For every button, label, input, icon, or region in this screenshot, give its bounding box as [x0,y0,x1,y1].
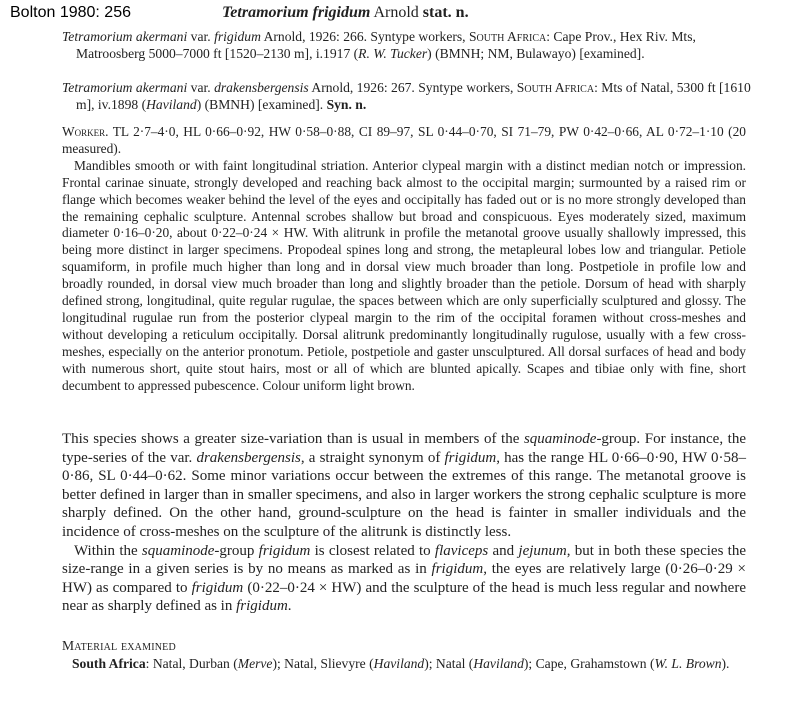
italic-run: jejunum [518,542,567,559]
synonym-repository: ) (BMNH; NM, Bulawayo) [examined]. [427,46,645,61]
worker-description [62,124,746,395]
text-run: , has the range HL 0·66–0·90, HW 0·58–0·86, SL 0·44–0·62. Some minor variations occur between the extremes of this range. The metanotal groove is better defined in larger than in smaller specimens, and also in larger workers the strong cephalic sculpture is more sharply defined. On the other hand, ground-sculpture on the head is fainter in smaller individuals and the incidence of cross-meshes on the sculpture of the alitrunk is distinctly less. [62,449,746,540]
synonym-collector: Haviland [146,97,197,112]
text-run: ); Natal ( [424,656,474,671]
material-heading: Material examined [62,638,176,653]
italic-run: frigidum [191,579,244,596]
text-run: This species shows a greater size-variation than is usual in members of the [62,431,524,447]
synonym-name: Tetramorium akermani [62,80,188,95]
synonym-country: South Africa [468,29,547,44]
text-run: , a straight synonym of [300,449,445,466]
worker-morphology: Mandibles smooth or with faint longitudinal striation. Anterior clypeal margin with a distinct median notch or impression. Frontal carinae sinuate, strongly developed and reaching back almost to the occipital margin; surmounted by a raised rim or flange which becomes weaker behind the level of the eyes and occipitally has faded out or is no more strongly developed than the remaining cephalic sculpture. Antennal scrobes shallow but broad and conspicuous. Eyes moderately sized, maximum diameter 0·16–0·20, about 0·22–0·24 × HW. With alitrunk in profile the metanotal groove usually shallowly impressed, this being more distinct in larger specimens. Propodeal spines long and strong, the metapleural lobes low and triangular. Petiole squamiform, in profile much higher than long and in dorsal view much broader than long. Postpetiole in profile low and broadly rounded, in dorsal view much broader than long and slightly broader than the petiole. Dorsum of head with sharply defined strong, longitudinal, quite regular rugulae, the spaces between which are only superficially sculptured and glossy. The longitudinal rugulae run from the posterior clypeal margin to the rim of the occipital foramen without cross-meshes and without developing a reticulum occipitally. Dorsal alitrunk predominantly longitudinally rugulose, usually with a few cross-meshes, especially on the anterior pronotum. Petiole, postpetiole and gaster unsculptured. All dorsal surfaces of head and body with numerous short, quite stout hairs, most or all of which are blunted apically. Scapes and tibiae only with fine, short decumbent to appressed pubescence. Colour uniform light brown. [62,157,746,393]
text-run: . [287,598,292,615]
text-run: ); Natal, Slievyre ( [272,656,374,671]
text-run: , but in both these species the size-range in a given series is by no means as marked as in [62,542,746,578]
synonym-entry [62,79,762,113]
synonym-collector: R. W. Tucker [358,46,428,61]
text-run: -group [214,542,259,559]
taxon-name: Tetramorium frigidum [222,4,371,21]
italic-run: flaviceps [434,542,489,559]
collector-name: Haviland [373,656,425,671]
discussion-paragraph [62,542,746,616]
italic-run: drakensbergensis [196,449,301,466]
text-run: ); Cape, Grahamstown ( [523,656,655,671]
page-reference: Bolton 1980: 256 [10,4,131,21]
synonym-citation: Arnold, 1926: 267. Syntype workers, [311,80,514,95]
material-examined [62,637,746,673]
discussion [62,430,746,616]
text-run: -group. For instance, the type-series of the var. [62,431,746,466]
synonym-name: Tetramorium akermani [62,29,188,44]
taxon-status: stat. n. [422,4,469,21]
synonym-locality: : Mts of Natal, 5300 ft [1610 m], iv.1898 ( [76,80,751,112]
collector-name: W. L. Brown [654,656,722,671]
text-run: : Natal, Durban ( [145,656,238,671]
synonym-rank: var. [190,80,211,95]
discussion-paragraph [62,430,746,542]
synonym-entry [62,28,762,62]
taxon-author: Arnold [373,4,419,21]
measurements-text: . TL 2·7–4·0, HL 0·66–0·92, HW 0·58–0·88, CI 89–97, SL 0·44–0·70, SI 71–79, PW 0·42–0·66, AL 0·72–1·10 (20 measured). [62,124,746,156]
worker-measurements [62,124,746,158]
italic-run: squaminode [523,431,597,447]
text-run: is closest related to [310,542,435,559]
italic-run: frigidum [258,542,311,559]
material-list [62,655,746,673]
synonym-locality: : Cape Prov., Hex Riv. Mts, Matroosberg 5000–7000 ft [1520–2130 m], i.1917 ( [76,29,696,61]
text-run: , the eyes are relatively large (0·26–0·29 × HW) as compared to [62,561,746,596]
text-run: Within the [74,542,142,559]
italic-run: frigidum [236,598,288,615]
italic-run: frigidum [431,561,484,578]
text-run: and [488,542,519,559]
text-run: ). [721,656,730,671]
synonym-note: Syn. n. [326,97,367,112]
species-heading [222,4,469,22]
collector-name: Merve [237,656,273,671]
synonym-country: South Africa [516,80,595,95]
material-country: South Africa [72,656,146,671]
italic-run: frigidum [444,449,497,466]
text-run: (0·22–0·24 × HW) and the sculpture of the head is much less regular and nowhere near as sharply defined as in [62,579,746,615]
worker-label: Worker [62,124,106,139]
synonym-epithet: drakensbergensis [214,80,309,95]
synonym-epithet: frigidum [214,29,261,44]
synonym-citation: Arnold, 1926: 266. Syntype workers, [263,29,466,44]
collector-name: Haviland [473,656,524,671]
italic-run: squaminode [141,542,215,559]
synonym-rank: var. [190,29,211,44]
synonym-repository: ) (BMNH) [examined]. [196,97,324,112]
